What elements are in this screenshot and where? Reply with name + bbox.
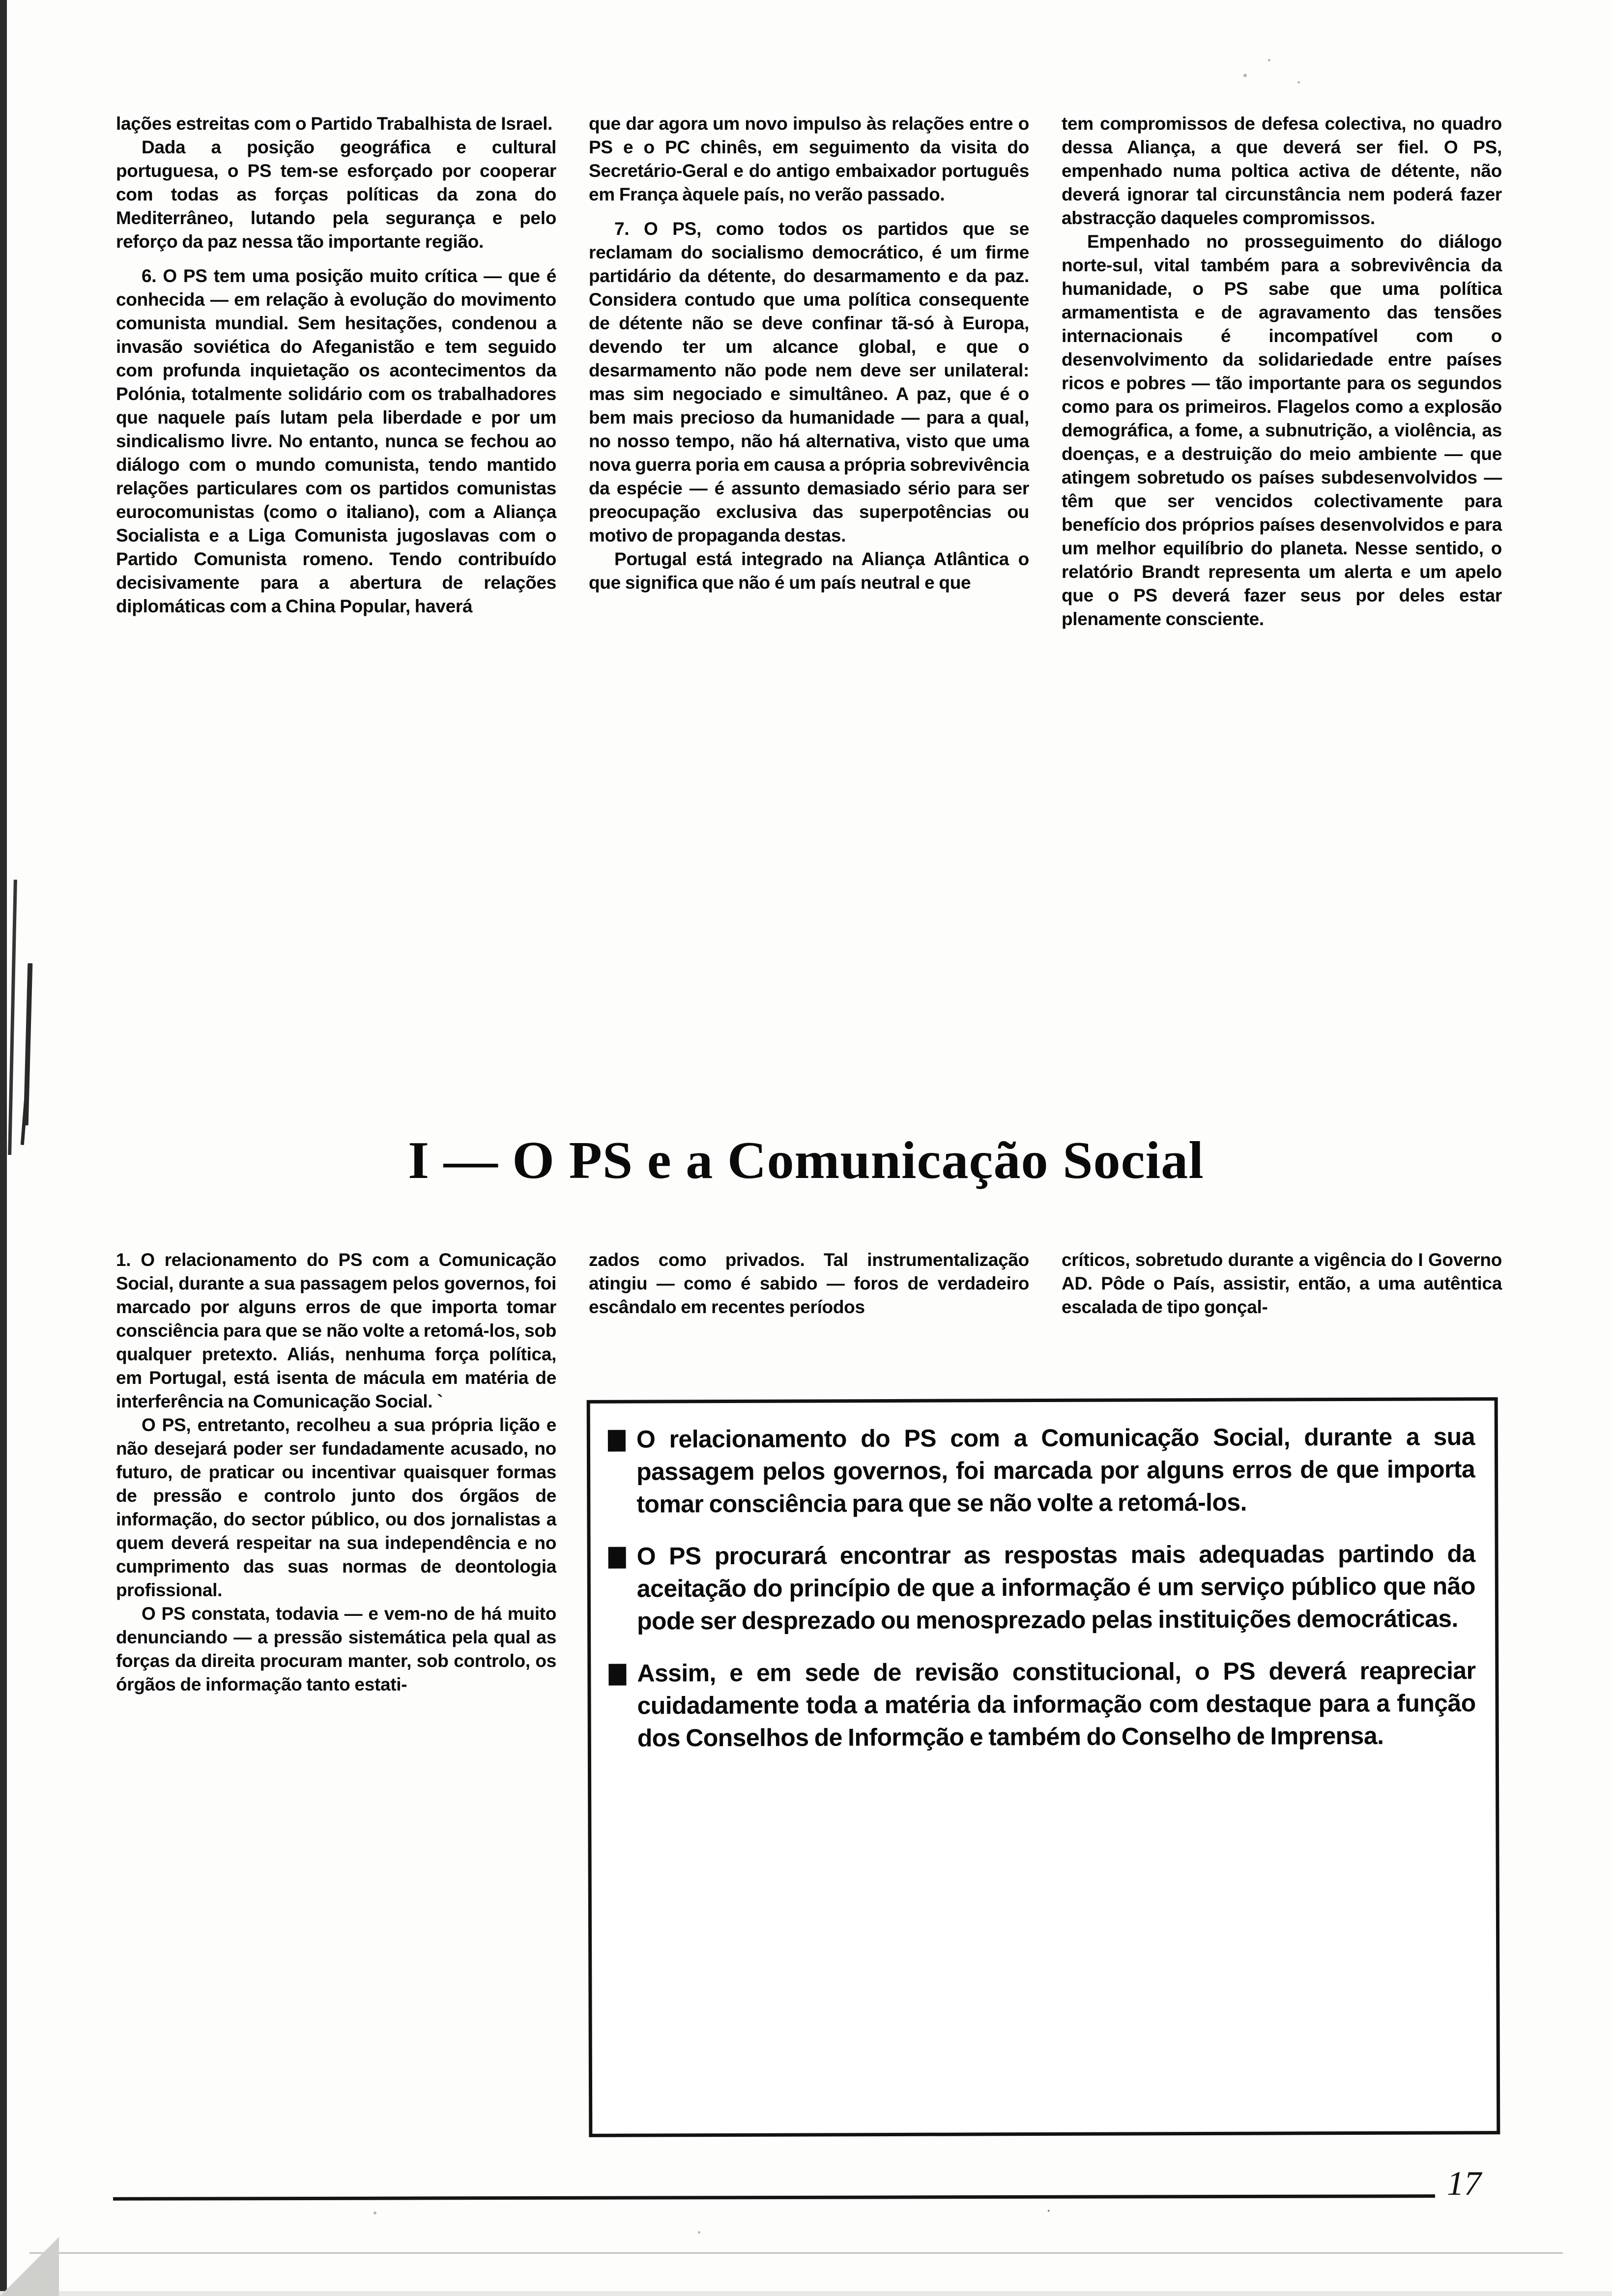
scan-bottom-fold-line [29,2252,1563,2254]
bottom-column-1 [116,1248,556,1696]
paragraph: O PS constata, todavia — e vem-no de há muito denunciando — a pressão sistemática pela qual as forças da direita procuram manter, sob controlo, os órgãos de informação tanto estati- [116,1604,556,1694]
paragraph: lações estreitas com o Partido Trabalhista de Israel. [116,114,553,134]
scan-bottom-edge [0,2291,1612,2296]
paragraph: tem compromissos de defesa colectiva, no quadro dessa Aliança, a que deverá ser fiel. O PS, empenhado numa poltica activa de détente, não deverá ignorar tal circunstância nem poderá fazer abstracção daqueles compromissos. [1062,114,1502,228]
page-number: 17 [1447,2165,1481,2203]
paragraph-item-1: 1. O relacionamento do PS com a Comunicação Social, durante a sua passagem pelos governos, foi marcado por alguns erros de que importa tomar consciência para que se não volte a retomá-los, sob qualquer pretexto. Aliás, nenhuma força política, em Portugal, está isenta de mácula em matéria de interferência na Comunicação Social. ` [116,1250,556,1411]
paragraph-item-7: 7. O PS, como todos os partidos que se reclamam do socialismo democrático, é um firme partidário da détente, do desarmamento e da paz. Considera contudo que uma política consequente de détente não se deve confinar tã-só à Europa, devendo ter um alcance global, e que o desarmamento não pode nem deve ser unilateral: mas sim negociado e simultâneo. A paz, que é o bem mais precioso da humanidade — para a qual, no nosso tempo, não há alternativa, visto que uma nova guerra poria em causa a própria sobrevivência da espécie — é assunto demasiado sério para ser preocupação exclusiva das superpotências ou motivo de propaganda destas. [589,219,1029,545]
section-headline: I — O PS e a Comunicação Social [408,1131,1204,1190]
callout-bullet-2 [608,1537,1476,1637]
footer-tick-mark: · [1046,2201,1052,2219]
callout-bullet-text: O relacionamento do PS com a Comunicação Social, durante a sua passagem pelos governos, foi marcada por alguns erros de que importa tomar consciência para que se não volte a retomá-los. [636,1423,1475,1518]
paragraph: que dar agora um novo impulso às relações entre o PS e o PC chinês, em seguimento da visita do Secretário-Geral e do antigo embaixador português em França àquele país, no verão passado. [589,114,1029,204]
paragraph-item-6: 6. O PS tem uma posição muito crítica — que é conhecida — em relação à evolução do movimento comunista mundial. Sem hesitações, condenou a invasão soviética do Afeganistão e tem seguido com profunda inquietação os acontecimentos da Polónia, totalmente solidário com os trabalhadores que naquele país lutam pela liberdade e por um sindicalismo livre. No entanto, nunca se fechou ao diálogo com o mundo comunista, tendo mantido relações particulares com os partidos comunistas eurocomunistas (como o italiano), com a Aliança Socialista e a Liga Comunista jugoslavas com o Partido Comunista romeno. Tendo contribuído decisivamente para a abertura de relações diplomáticas com a China Popular, haverá [116,266,556,616]
top-article-columns [116,112,1502,631]
top-column-2 [589,112,1029,631]
top-column-1 [116,112,556,631]
scan-margin-artifact [24,963,33,1125]
paragraph: críticos, sobretudo durante a vigência do I Governo AD. Pôde o País, assistir, então, a uma autêntica escalada de tipo gonçal- [1062,1250,1502,1317]
callout-bullet-text: O PS procurará encontrar as respostas mais adequadas partindo da aceitação do princípio de que a informação é um serviço público que não pode ser desprezado ou menosprezado pelas instituições democráticas. [636,1540,1475,1635]
square-bullet-icon [608,1547,626,1569]
paragraph: Dada a posição geográfica e cultural portuguesa, o PS tem-se esforçado por cooperar com todas as forças políticas da zona do Mediterrâneo, lutando pela segurança e pelo reforço da paz nessa tão importante região. [116,137,556,252]
paragraph: Portugal está integrado na Aliança Atlântica o que significa que não é um país neutral e que [589,549,1029,593]
paragraph: O PS, entretanto, recolheu a sua própria lição e não desejará poder ser fundadamente acusado, no futuro, de praticar ou incentivar quaisquer formas de pressão e controlo junto dos órgãos de informação, do sector público, ou dos jornalistas a quem deverá respeitar na sua independência e no cumprimento das suas normas de deontologia profissional. [116,1415,556,1600]
callout-bullet-3 [608,1654,1476,1754]
square-bullet-icon [608,1430,626,1452]
square-bullet-icon [608,1664,626,1686]
scan-speck [374,2211,376,2214]
scan-speck [1297,81,1300,84]
scan-speck [698,2231,700,2234]
scan-corner-fold [0,2222,59,2296]
scan-edge-shadow-secondary [8,880,17,1155]
highlight-callout-box [587,1397,1500,2137]
paragraph: zados como privados. Tal instrumentalização atingiu — como é sabido — foros de verdadeiro escândalo em recentes períodos [589,1250,1029,1317]
footer-rule [113,2194,1435,2201]
callout-bullet-text: Assim, e em sede de revisão constitucional, o PS deverá reapreciar cuidadamente toda a matéria da informação com destaque para a função dos Conselhos de Informção e também do Conselho de Imprensa. [637,1657,1476,1752]
top-column-3 [1062,112,1502,631]
callout-bullet-1 [608,1420,1475,1521]
scan-speck [1243,74,1247,77]
scan-speck [1268,59,1270,61]
paragraph: Empenhado no prosseguimento do diálogo norte-sul, vital também para a sobrevivência da humanidade, o PS sabe que uma política armamentista e de agravamento das tensões internacionais é incompatível com o desenvolvimento da solidariedade entre países ricos e pobres — tão importante para os segundos como para os primeiros. Flagelos como a explosão demográfica, a fome, a subnutrição, a violência, as doenças, e a destruição do meio ambiente — que atingem sobretudo os países subdesenvolvidos — têm que ser vencidos colectivamente para benefício dos próprios países desenvolvidos e para um melhor equilíbrio do planeta. Nesse sentido, o relatório Brandt representa um alerta e um apelo que o PS deverá fazer seus por deles estar plenamente consciente. [1062,231,1502,629]
